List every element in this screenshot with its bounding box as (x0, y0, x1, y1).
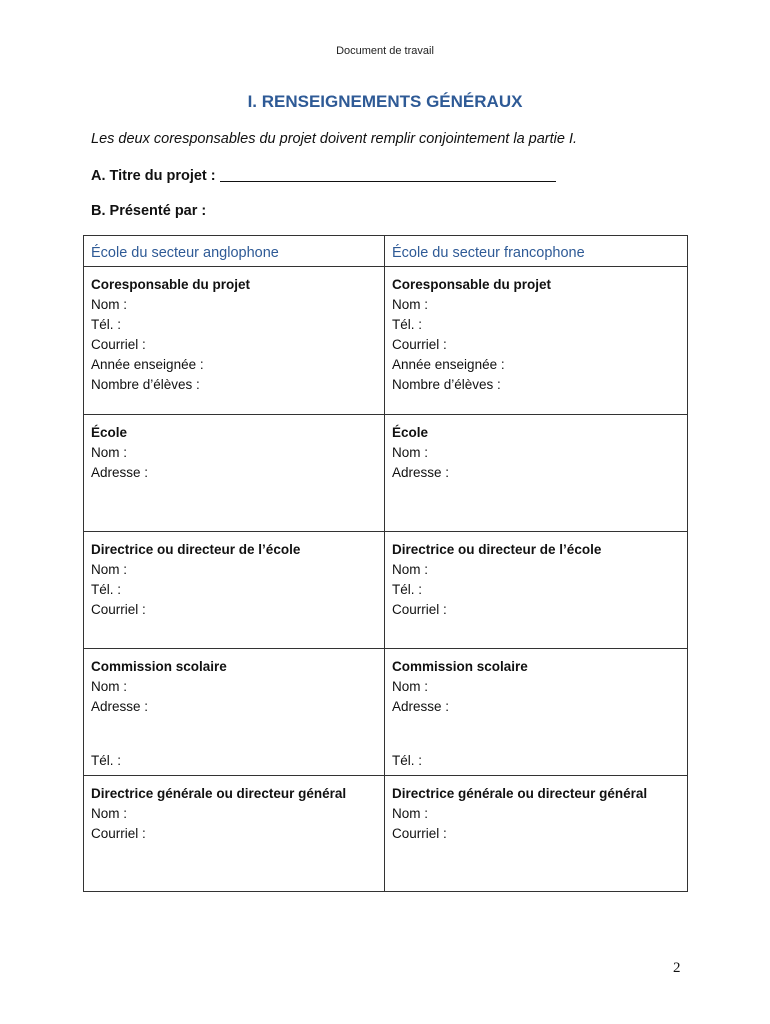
field-courriel: Courriel : (91, 826, 146, 841)
field-courriel: Courriel : (392, 602, 447, 617)
row-heading: Directrice générale ou directeur général (91, 786, 347, 801)
project-title-label: A. Titre du projet : (91, 168, 216, 184)
field-adresse: Adresse : (91, 699, 149, 714)
section-title: I. RENSEIGNEMENTS GÉNÉRAUX (247, 92, 523, 111)
row-heading: Coresponsable du projet (91, 277, 251, 292)
row-heading: Commission scolaire (91, 659, 227, 674)
cell-francophone-ecole (385, 415, 688, 532)
field-tel: Tél. : (91, 753, 122, 768)
field-nom: Nom : (91, 806, 128, 821)
table-row-ecole (84, 415, 688, 532)
field-adresse: Adresse : (392, 699, 450, 714)
project-title-blank[interactable] (220, 167, 556, 182)
table-header-row (84, 236, 688, 267)
field-nom: Nom : (91, 679, 128, 694)
row-heading: Coresponsable du projet (392, 277, 552, 292)
presenters-table (83, 235, 688, 892)
running-header: Document de travail (336, 45, 434, 57)
cell-anglophone-commission (84, 649, 385, 776)
row-heading: Commission scolaire (392, 659, 528, 674)
table-row-direction (84, 532, 688, 649)
row-heading: École (91, 425, 128, 440)
field-tel: Tél. : (91, 317, 122, 332)
field-adresse: Adresse : (392, 465, 450, 480)
table-row-direction-generale (84, 776, 688, 892)
field-tel: Tél. : (392, 753, 423, 768)
field-tel: Tél. : (392, 582, 423, 597)
cell-anglophone-direction (84, 532, 385, 649)
field-nom: Nom : (392, 445, 429, 460)
cell-anglophone-coresponsable (84, 267, 385, 415)
presented-by-label: B. Présenté par : (91, 203, 207, 219)
field-nombre-eleves: Nombre d’élèves : (392, 377, 501, 392)
field-courriel: Courriel : (91, 337, 146, 352)
cell-anglophone-direction-generale (84, 776, 385, 892)
page-number: 2 (673, 960, 681, 976)
cell-francophone-coresponsable (385, 267, 688, 415)
field-tel: Tél. : (91, 582, 122, 597)
field-annee: Année enseignée : (392, 357, 505, 372)
field-nom: Nom : (392, 806, 429, 821)
project-title-line (91, 167, 556, 184)
field-tel: Tél. : (392, 317, 423, 332)
cell-anglophone-ecole (84, 415, 385, 532)
row-heading: Directrice ou directeur de l’école (392, 542, 602, 557)
field-nom: Nom : (392, 297, 429, 312)
cell-francophone-direction-generale (385, 776, 688, 892)
table-row-coresponsable (84, 267, 688, 415)
row-heading: École (392, 425, 429, 440)
cell-francophone-commission (385, 649, 688, 776)
field-courriel: Courriel : (392, 337, 447, 352)
column-header-francophone: École du secteur francophone (385, 236, 688, 267)
row-heading: Directrice ou directeur de l’école (91, 542, 301, 557)
row-heading: Directrice générale ou directeur général (392, 786, 648, 801)
field-courriel: Courriel : (392, 826, 447, 841)
field-nom: Nom : (392, 562, 429, 577)
table-row-commission (84, 649, 688, 776)
cell-francophone-direction (385, 532, 688, 649)
field-nom: Nom : (91, 297, 128, 312)
field-courriel: Courriel : (91, 602, 146, 617)
field-nombre-eleves: Nombre d’élèves : (91, 377, 200, 392)
intro-text: Les deux coresponsables du projet doivent remplir conjointement la partie I. (91, 131, 578, 147)
field-nom: Nom : (91, 562, 128, 577)
field-nom: Nom : (91, 445, 128, 460)
field-annee: Année enseignée : (91, 357, 204, 372)
field-adresse: Adresse : (91, 465, 149, 480)
column-header-anglophone: École du secteur anglophone (84, 236, 385, 267)
field-nom: Nom : (392, 679, 429, 694)
